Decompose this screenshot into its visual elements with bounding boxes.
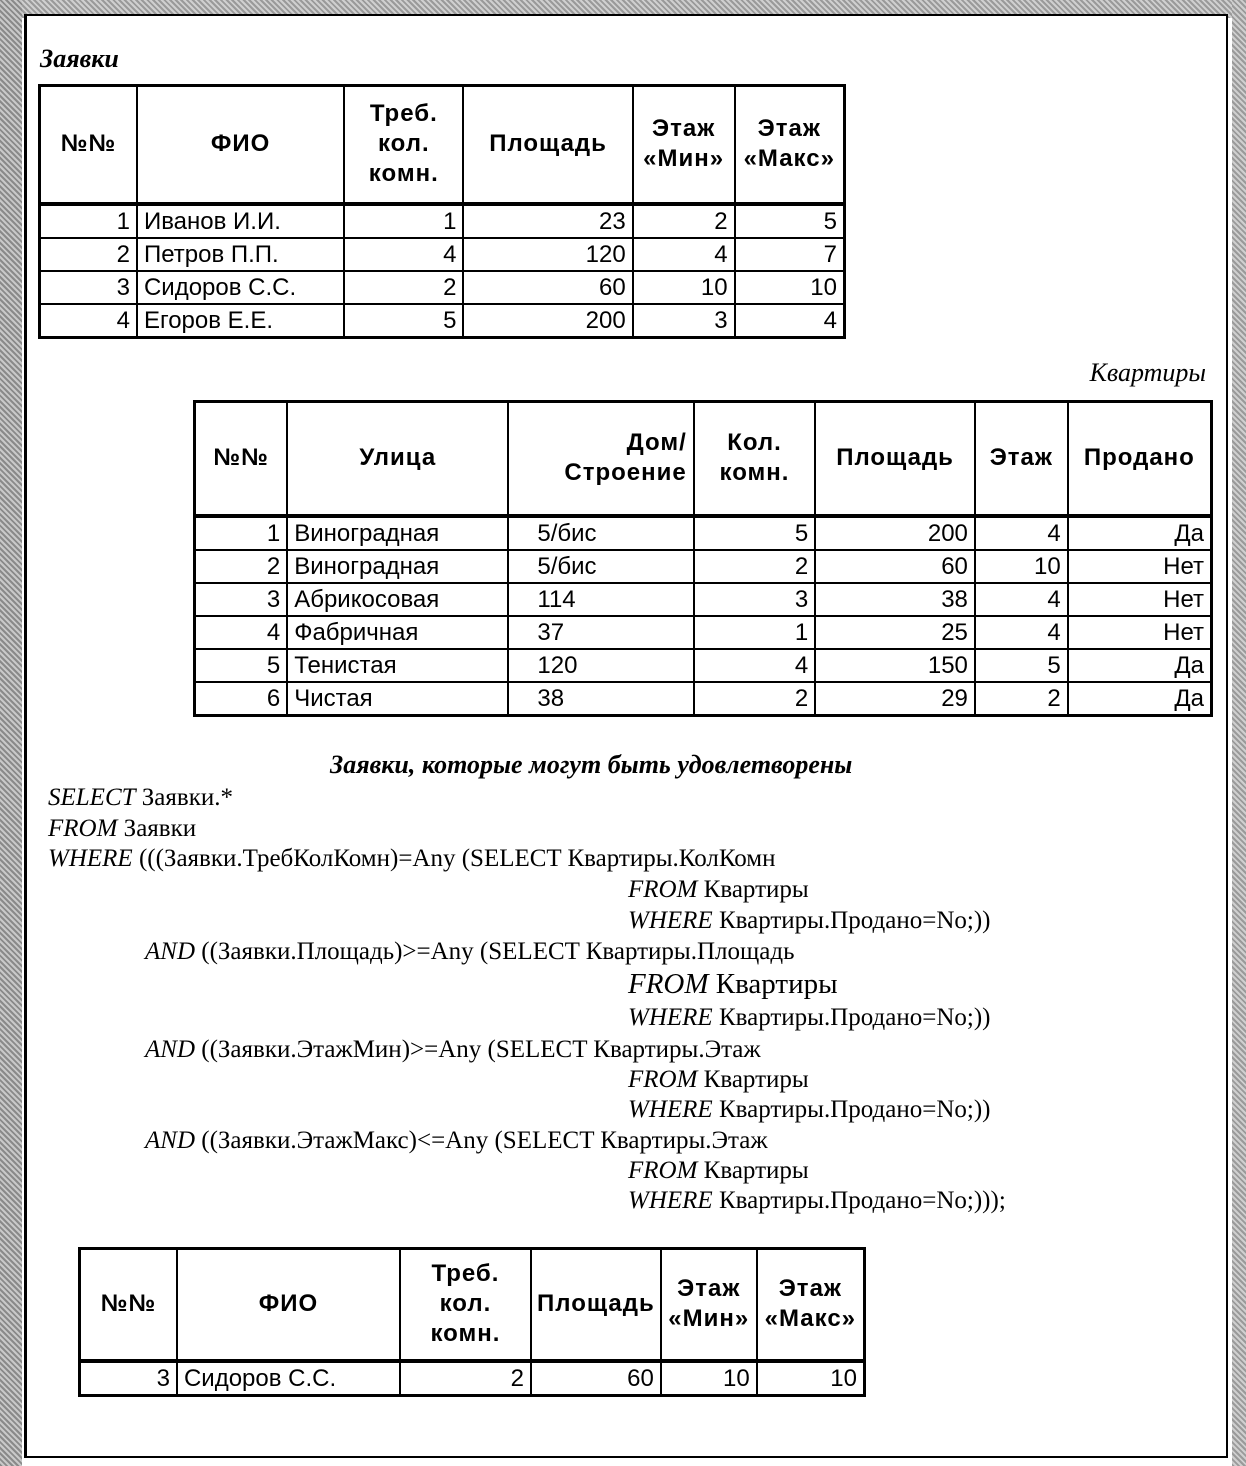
cell: 4: [975, 583, 1068, 616]
cell: Абрикосовая: [287, 583, 508, 616]
cell: 200: [815, 516, 975, 550]
sql-line: [48, 843, 776, 875]
cell: 5/бис: [508, 516, 693, 550]
table-row: [195, 616, 1212, 649]
cell: 10: [735, 271, 845, 304]
sql-text: ((Заявки.ЭтажМакс)<=Any (SELECT Квартиры.Этаж: [195, 1127, 768, 1154]
sql-line: [628, 968, 838, 1000]
header-cell: Этаж «Макс»: [735, 86, 845, 204]
cell: 2: [195, 550, 288, 583]
sql-keyword: AND: [145, 1036, 195, 1063]
cell: Да: [1068, 682, 1212, 716]
cell: 6: [195, 682, 288, 716]
cell: 2: [975, 682, 1068, 716]
sql-line: [628, 905, 991, 937]
cell: 5: [975, 649, 1068, 682]
header-cell: Площадь: [463, 86, 632, 204]
apartments-title: Квартиры: [1089, 358, 1206, 387]
header-cell: ФИО: [137, 86, 344, 204]
table-row: [40, 204, 845, 238]
cell: 4: [633, 238, 735, 271]
apartments-table: [193, 400, 1213, 717]
sql-keyword: FROM: [628, 968, 709, 1000]
result-table: [78, 1247, 866, 1397]
sql-text: Квартиры.Продано=No;)): [712, 907, 991, 934]
header-cell: Треб. кол. комн.: [400, 1249, 531, 1361]
cell: 7: [735, 238, 845, 271]
header-cell: ФИО: [177, 1249, 400, 1361]
cell: 4: [975, 616, 1068, 649]
sql-text: Заявки: [117, 815, 197, 842]
cell: 114: [508, 583, 693, 616]
cell: 1: [694, 616, 816, 649]
cell: Да: [1068, 516, 1212, 550]
cell: Фабричная: [287, 616, 508, 649]
sql-keyword: AND: [145, 1127, 195, 1154]
sql-line: [628, 1155, 809, 1187]
cell: Нет: [1068, 550, 1212, 583]
cell: 200: [463, 304, 632, 338]
sql-keyword: AND: [145, 938, 195, 965]
cell: 38: [508, 682, 693, 716]
cell: 29: [815, 682, 975, 716]
cell: 10: [661, 1361, 757, 1396]
cell: 5: [344, 304, 463, 338]
cell: 4: [40, 304, 137, 338]
header-cell: Этаж «Мин»: [661, 1249, 757, 1361]
cell: 4: [975, 516, 1068, 550]
header-cell: Улица: [287, 402, 508, 516]
cell: 3: [195, 583, 288, 616]
cell: 2: [694, 682, 816, 716]
sql-text: Заявки.*: [135, 784, 233, 811]
cell: 3: [694, 583, 816, 616]
sql-line: [48, 813, 196, 845]
cell: 3: [80, 1361, 177, 1396]
cell: 5: [195, 649, 288, 682]
sql-keyword: WHERE: [628, 1004, 713, 1031]
result-title: Заявки, которые могут быть удовлетворены: [330, 750, 853, 779]
header-cell: Площадь: [531, 1249, 661, 1361]
cell: 4: [344, 238, 463, 271]
sql-keyword: WHERE: [628, 1187, 713, 1214]
header-cell: №№: [195, 402, 288, 516]
header-cell: Кол. комн.: [694, 402, 816, 516]
cell: 2: [633, 204, 735, 238]
header-cell: Площадь: [815, 402, 975, 516]
table-row: [40, 304, 845, 338]
header-cell: №№: [40, 86, 137, 204]
cell: 120: [508, 649, 693, 682]
table-row: [195, 583, 1212, 616]
cell: 5: [735, 204, 845, 238]
requests-title: Заявки: [40, 44, 119, 73]
cell: 150: [815, 649, 975, 682]
cell: 4: [735, 304, 845, 338]
cell: Виноградная: [287, 550, 508, 583]
sql-keyword: WHERE: [628, 1096, 713, 1123]
sql-text: Квартиры: [697, 1157, 809, 1184]
sql-text: Квартиры.Продано=No;)));: [712, 1187, 1006, 1214]
header-cell: Этаж «Мин»: [633, 86, 735, 204]
cell: 1: [40, 204, 137, 238]
cell: 10: [633, 271, 735, 304]
sql-text: (((Заявки.ТребКолКомн)=Any (SELECT Квартиры.КолКомн: [132, 845, 776, 872]
cell: 1: [195, 516, 288, 550]
cell: 60: [531, 1361, 661, 1396]
cell: 60: [463, 271, 632, 304]
sql-text: ((Заявки.ЭтажМин)>=Any (SELECT Квартиры.Этаж: [195, 1036, 761, 1063]
cell: 2: [344, 271, 463, 304]
cell: 4: [195, 616, 288, 649]
cell: Егоров Е.Е.: [137, 304, 344, 338]
cell: Сидоров С.С.: [177, 1361, 400, 1396]
cell: 25: [815, 616, 975, 649]
sql-line: [628, 1064, 809, 1096]
table-row: [195, 550, 1212, 583]
sql-text: Квартиры.Продано=No;)): [712, 1096, 991, 1123]
sql-line: [145, 1034, 761, 1066]
table-row: [195, 649, 1212, 682]
table-row: [80, 1361, 865, 1396]
sql-text: Квартиры.Продано=No;)): [712, 1004, 991, 1031]
cell: 5/бис: [508, 550, 693, 583]
header-cell: Треб. кол. комн.: [344, 86, 463, 204]
header-cell: Дом/ Строение: [508, 402, 693, 516]
sql-line: [145, 936, 794, 968]
sql-line: [145, 1125, 768, 1157]
sql-text: Квартиры: [708, 968, 838, 1000]
sql-keyword: FROM: [628, 876, 698, 903]
table-row: [40, 271, 845, 304]
sql-keyword: SELECT: [48, 784, 136, 811]
sql-line: [628, 1185, 1006, 1217]
sql-keyword: FROM: [628, 1157, 698, 1184]
sql-line: [48, 782, 233, 814]
table-row: [195, 516, 1212, 550]
cell: 2: [40, 238, 137, 271]
cell: 23: [463, 204, 632, 238]
sql-keyword: WHERE: [48, 845, 133, 872]
cell: 120: [463, 238, 632, 271]
table-row: [195, 682, 1212, 716]
sql-text: Квартиры: [697, 876, 809, 903]
cell: 5: [694, 516, 816, 550]
cell: 38: [815, 583, 975, 616]
cell: 3: [40, 271, 137, 304]
cell: Тенистая: [287, 649, 508, 682]
sql-keyword: FROM: [628, 1066, 698, 1093]
cell: 1: [344, 204, 463, 238]
cell: 10: [975, 550, 1068, 583]
requests-table: [38, 84, 846, 339]
header-cell: Этаж: [975, 402, 1068, 516]
sql-text: Квартиры: [697, 1066, 809, 1093]
cell: Сидоров С.С.: [137, 271, 344, 304]
cell: Нет: [1068, 583, 1212, 616]
cell: 10: [757, 1361, 865, 1396]
cell: 2: [694, 550, 816, 583]
header-cell: Этаж «Макс»: [757, 1249, 865, 1361]
cell: Виноградная: [287, 516, 508, 550]
header-cell: Продано: [1068, 402, 1212, 516]
table-row: [40, 238, 845, 271]
sql-text: ((Заявки.Площадь)>=Any (SELECT Квартиры.Площадь: [195, 938, 795, 965]
cell: Да: [1068, 649, 1212, 682]
scan-border-left: [0, 0, 22, 1466]
sql-line: [628, 874, 809, 906]
cell: 4: [694, 649, 816, 682]
scan-border-right: [1232, 0, 1246, 1466]
cell: 3: [633, 304, 735, 338]
sql-keyword: FROM: [48, 815, 118, 842]
cell: Петров П.П.: [137, 238, 344, 271]
cell: Чистая: [287, 682, 508, 716]
sql-keyword: WHERE: [628, 907, 713, 934]
sql-line: [628, 1094, 991, 1126]
header-cell: №№: [80, 1249, 177, 1361]
sql-line: [628, 1002, 991, 1034]
cell: 37: [508, 616, 693, 649]
cell: 60: [815, 550, 975, 583]
cell: 2: [400, 1361, 531, 1396]
cell: Иванов И.И.: [137, 204, 344, 238]
cell: Нет: [1068, 616, 1212, 649]
